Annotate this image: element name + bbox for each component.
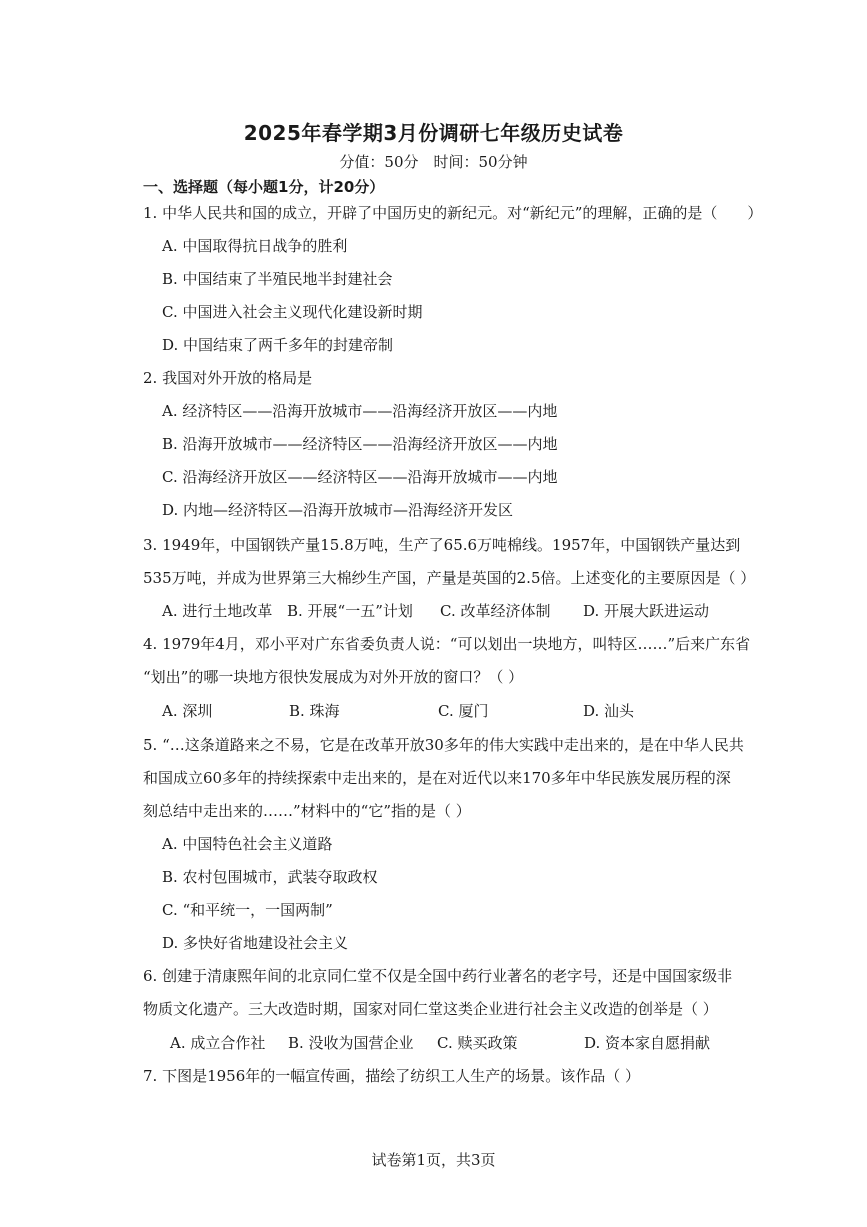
question-1-option-c: C. 中国进入社会主义现代化建设新时期 <box>162 303 423 321</box>
question-3-option-d: D. 开展大跃进运动 <box>583 602 710 620</box>
question-1-option-a: A. 中国取得抗日战争的胜利 <box>162 237 348 255</box>
question-4-option-b: B. 珠海 <box>289 702 340 720</box>
question-4-option-c: C. 厦门 <box>438 702 489 720</box>
question-6-option-d: D. 资本家自愿捐献 <box>584 1034 711 1052</box>
question-1-stem: 1. 中华人民共和国的成立，开辟了中国历史的新纪元。对“新纪元”的理解，正确的是（ ） <box>143 204 763 222</box>
question-3-option-a: A. 进行土地改革 <box>162 602 273 620</box>
question-7-stem: 7. 下图是1956年的一幅宣传画，描绘了纺织工人生产的场景。该作品（ ） <box>143 1067 641 1085</box>
question-2-stem: 2. 我国对外开放的格局是 <box>143 369 313 387</box>
question-4-stem-line-1: 4. 1979年4月，邓小平对广东省委负责人说：“可以划出一块地方，叫特区……”后来广东省 <box>143 635 751 653</box>
question-2-option-c: C. 沿海经济开放区——经济特区——沿海开放城市——内地 <box>162 468 558 486</box>
question-3-option-c: C. 改革经济体制 <box>440 602 551 620</box>
question-6-stem-line-1: 6. 创建于清康熙年间的北京同仁堂不仅是全国中药行业著名的老字号，还是中国国家级非 <box>143 967 733 985</box>
question-1-option-b: B. 中国结束了半殖民地半封建社会 <box>162 270 393 288</box>
question-5-stem-line-1: 5. “…这条道路来之不易，它是在改革开放30多年的伟大实践中走出来的，是在中华人民共 <box>143 736 744 754</box>
question-5-option-b: B. 农村包围城市，武装夺取政权 <box>162 868 378 886</box>
question-5-stem-line-3: 刻总结中走出来的……”材料中的“它”指的是（ ） <box>143 802 471 820</box>
question-5-option-d: D. 多快好省地建设社会主义 <box>162 934 349 952</box>
question-5-stem-line-2: 和国成立60多年的持续探索中走出来的，是在对近代以来170多年中华民族发展历程的深 <box>143 769 731 787</box>
question-4-option-d: D. 汕头 <box>583 702 635 720</box>
exam-title: 2025年春学期3月份调研七年级历史试卷 <box>243 121 624 145</box>
question-3-stem-line-1: 3. 1949年，中国钢铁产量15.8万吨，生产了65.6万吨棉线。1957年，中国钢铁产量达到 <box>143 536 741 554</box>
question-3-stem-line-2: 535万吨，并成为世界第三大棉纱生产国，产量是英国的2.5倍。上述变化的主要原因是（ ） <box>143 569 756 587</box>
question-6-option-b: B. 没收为国营企业 <box>288 1034 414 1052</box>
question-2-option-a: A. 经济特区——沿海开放城市——沿海经济开放区——内地 <box>162 402 558 420</box>
question-5-option-a: A. 中国特色社会主义道路 <box>162 835 333 853</box>
question-4-option-a: A. 深圳 <box>162 702 213 720</box>
exam-subtitle: 分值：50分 时间：50分钟 <box>339 153 528 171</box>
question-6-stem-line-2: 物质文化遗产。三大改造时期，国家对同仁堂这类企业进行社会主义改造的创举是（ ） <box>143 1000 718 1018</box>
question-2-option-d: D. 内地—经济特区—沿海开放城市—沿海经济开发区 <box>162 501 514 519</box>
question-6-option-c: C. 赎买政策 <box>437 1034 518 1052</box>
section-heading: 一、选择题（每小题1分，计20分） <box>143 178 385 196</box>
question-2-option-b: B. 沿海开放城市——经济特区——沿海经济开放区——内地 <box>162 435 558 453</box>
question-3-option-b: B. 开展“一五”计划 <box>287 602 413 620</box>
page-footer: 试卷第1页，共3页 <box>371 1151 496 1169</box>
question-4-stem-line-2: “划出”的哪一块地方很快发展成为对外开放的窗口？（ ） <box>143 668 524 686</box>
question-6-option-a: A. 成立合作社 <box>170 1034 266 1052</box>
question-1-option-d: D. 中国结束了两千多年的封建帝制 <box>162 336 394 354</box>
question-5-option-c: C. “和平统一，一国两制” <box>162 901 333 919</box>
